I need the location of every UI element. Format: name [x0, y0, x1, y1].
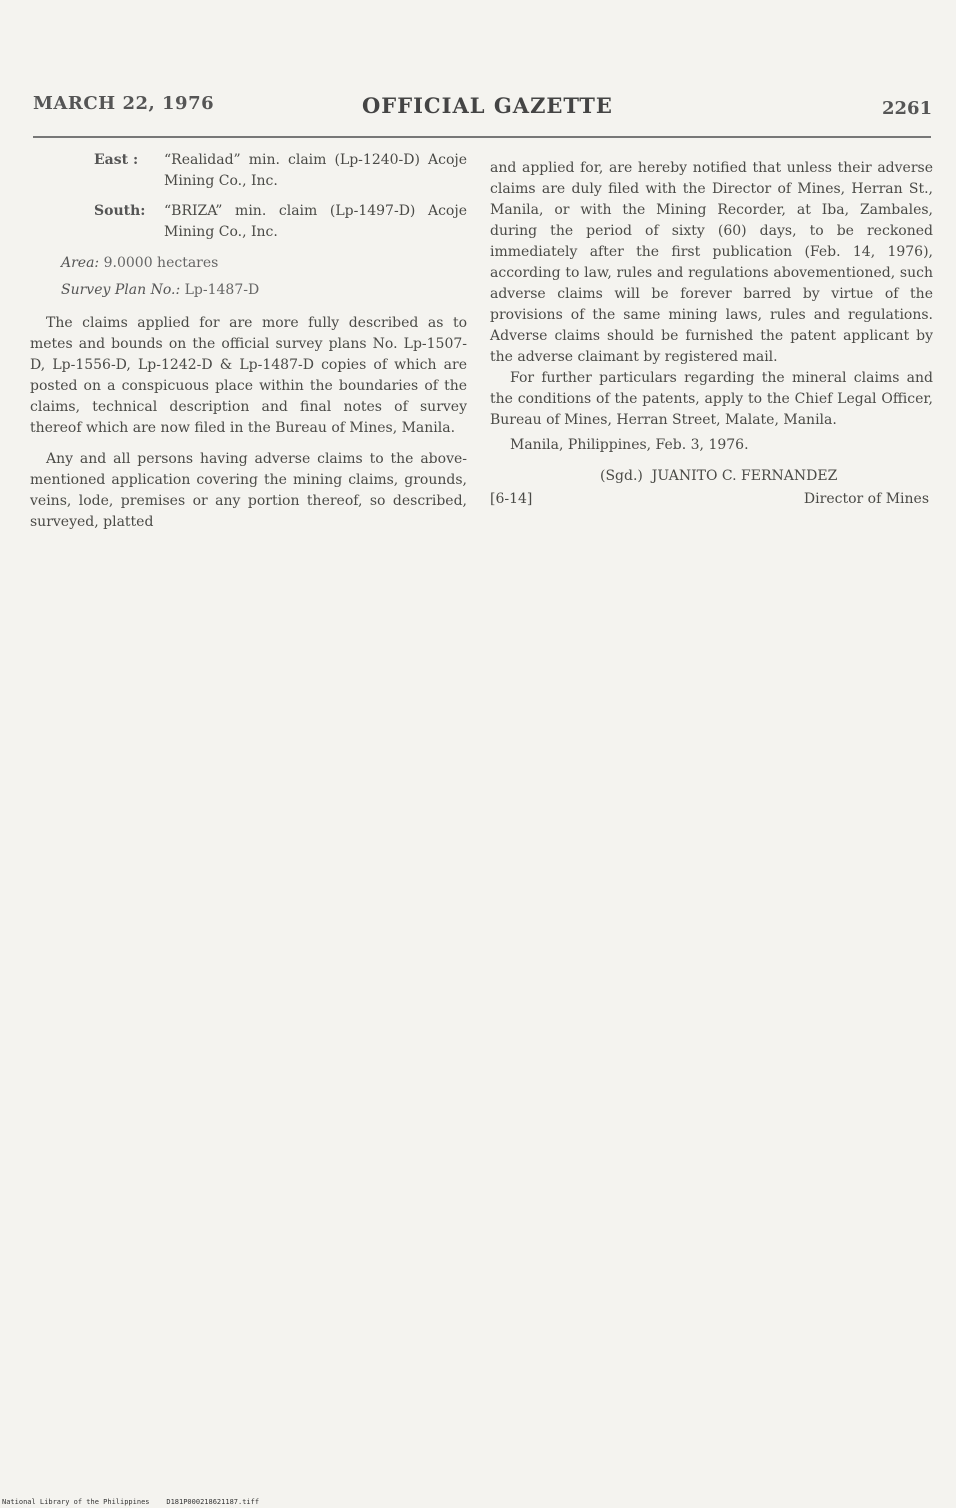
claims-paragraph: The claims applied for are more fully described as to metes and bounds on the official survey plans No. Lp-1507-D, Lp-1556-D, Lp-1242-D & Lp-1487-D copies of which are posted on a conspicuous place within the boundaries of the claims, technical description and final notes of survey thereof which are now filed in the Bureau of Mines, Manila. [30, 315, 467, 436]
particulars-paragraph: For further particulars regarding the mineral claims and the conditions of the patents, apply to the Chief Legal Officer, Bureau of Mines, Herran Street, Malate, Manila. [490, 370, 933, 428]
header-rule [33, 136, 931, 138]
header-date: MARCH 22, 1976 [33, 93, 215, 114]
right-column [490, 158, 933, 510]
south-label: South: [94, 203, 146, 219]
signature-line [600, 466, 933, 487]
south-boundary [94, 201, 467, 243]
area-label: Area: [61, 255, 100, 271]
east-boundary [94, 150, 467, 192]
survey-label: Survey Plan No.: [61, 282, 181, 298]
left-column [30, 150, 467, 533]
page-number: 2261 [882, 98, 933, 119]
area-line [61, 253, 467, 274]
code-position-line [490, 489, 933, 510]
sgd-label: (Sgd.) [600, 468, 643, 484]
place-date: Manila, Philippines, Feb. 3, 1976. [510, 437, 749, 453]
east-label: East : [94, 152, 139, 168]
south-text: “BRIZA” min. claim (Lp-1497-D) Acoje Mining Co., Inc. [164, 203, 467, 240]
header-title: OFFICIAL GAZETTE [362, 93, 613, 118]
signatory-name: JUANITO C. FERNANDEZ [651, 468, 838, 484]
signatory-position: Director of Mines [803, 491, 929, 507]
notice-paragraph: and applied for, are hereby notified that unless their adverse claims are duly filed with the Director of Mines, Herran St., Manila, or with the Mining Recorder, at Iba, Zambales, during the period of sixty (60) days, to be reckoned immediately after the first publication (Feb. 14, 1976), according to law, rules and regulations abovementioned, such adverse claims will be forever barred by virtue of the provisions of the same mining laws, rules and regulations. Adverse claims should be furnished the patent applicant by the adverse claimant by registered mail. [490, 160, 933, 365]
survey-value: Lp-1487-D [184, 282, 260, 298]
publication-code: [6-14] [490, 491, 533, 507]
survey-line [61, 280, 467, 301]
adverse-claims-paragraph: Any and all persons having adverse claims to the above-mentioned application covering the mining claims, grounds, veins, lode, premises or any portion thereof, so described, surveyed, platted [30, 451, 467, 530]
scan-footer: National Library of the Philippines D181P000218621187.tiff [2, 1498, 260, 1506]
east-text: “Realidad” min. claim (Lp-1240-D) Acoje Mining Co., Inc. [164, 152, 467, 189]
area-value: 9.0000 hectares [103, 255, 219, 271]
